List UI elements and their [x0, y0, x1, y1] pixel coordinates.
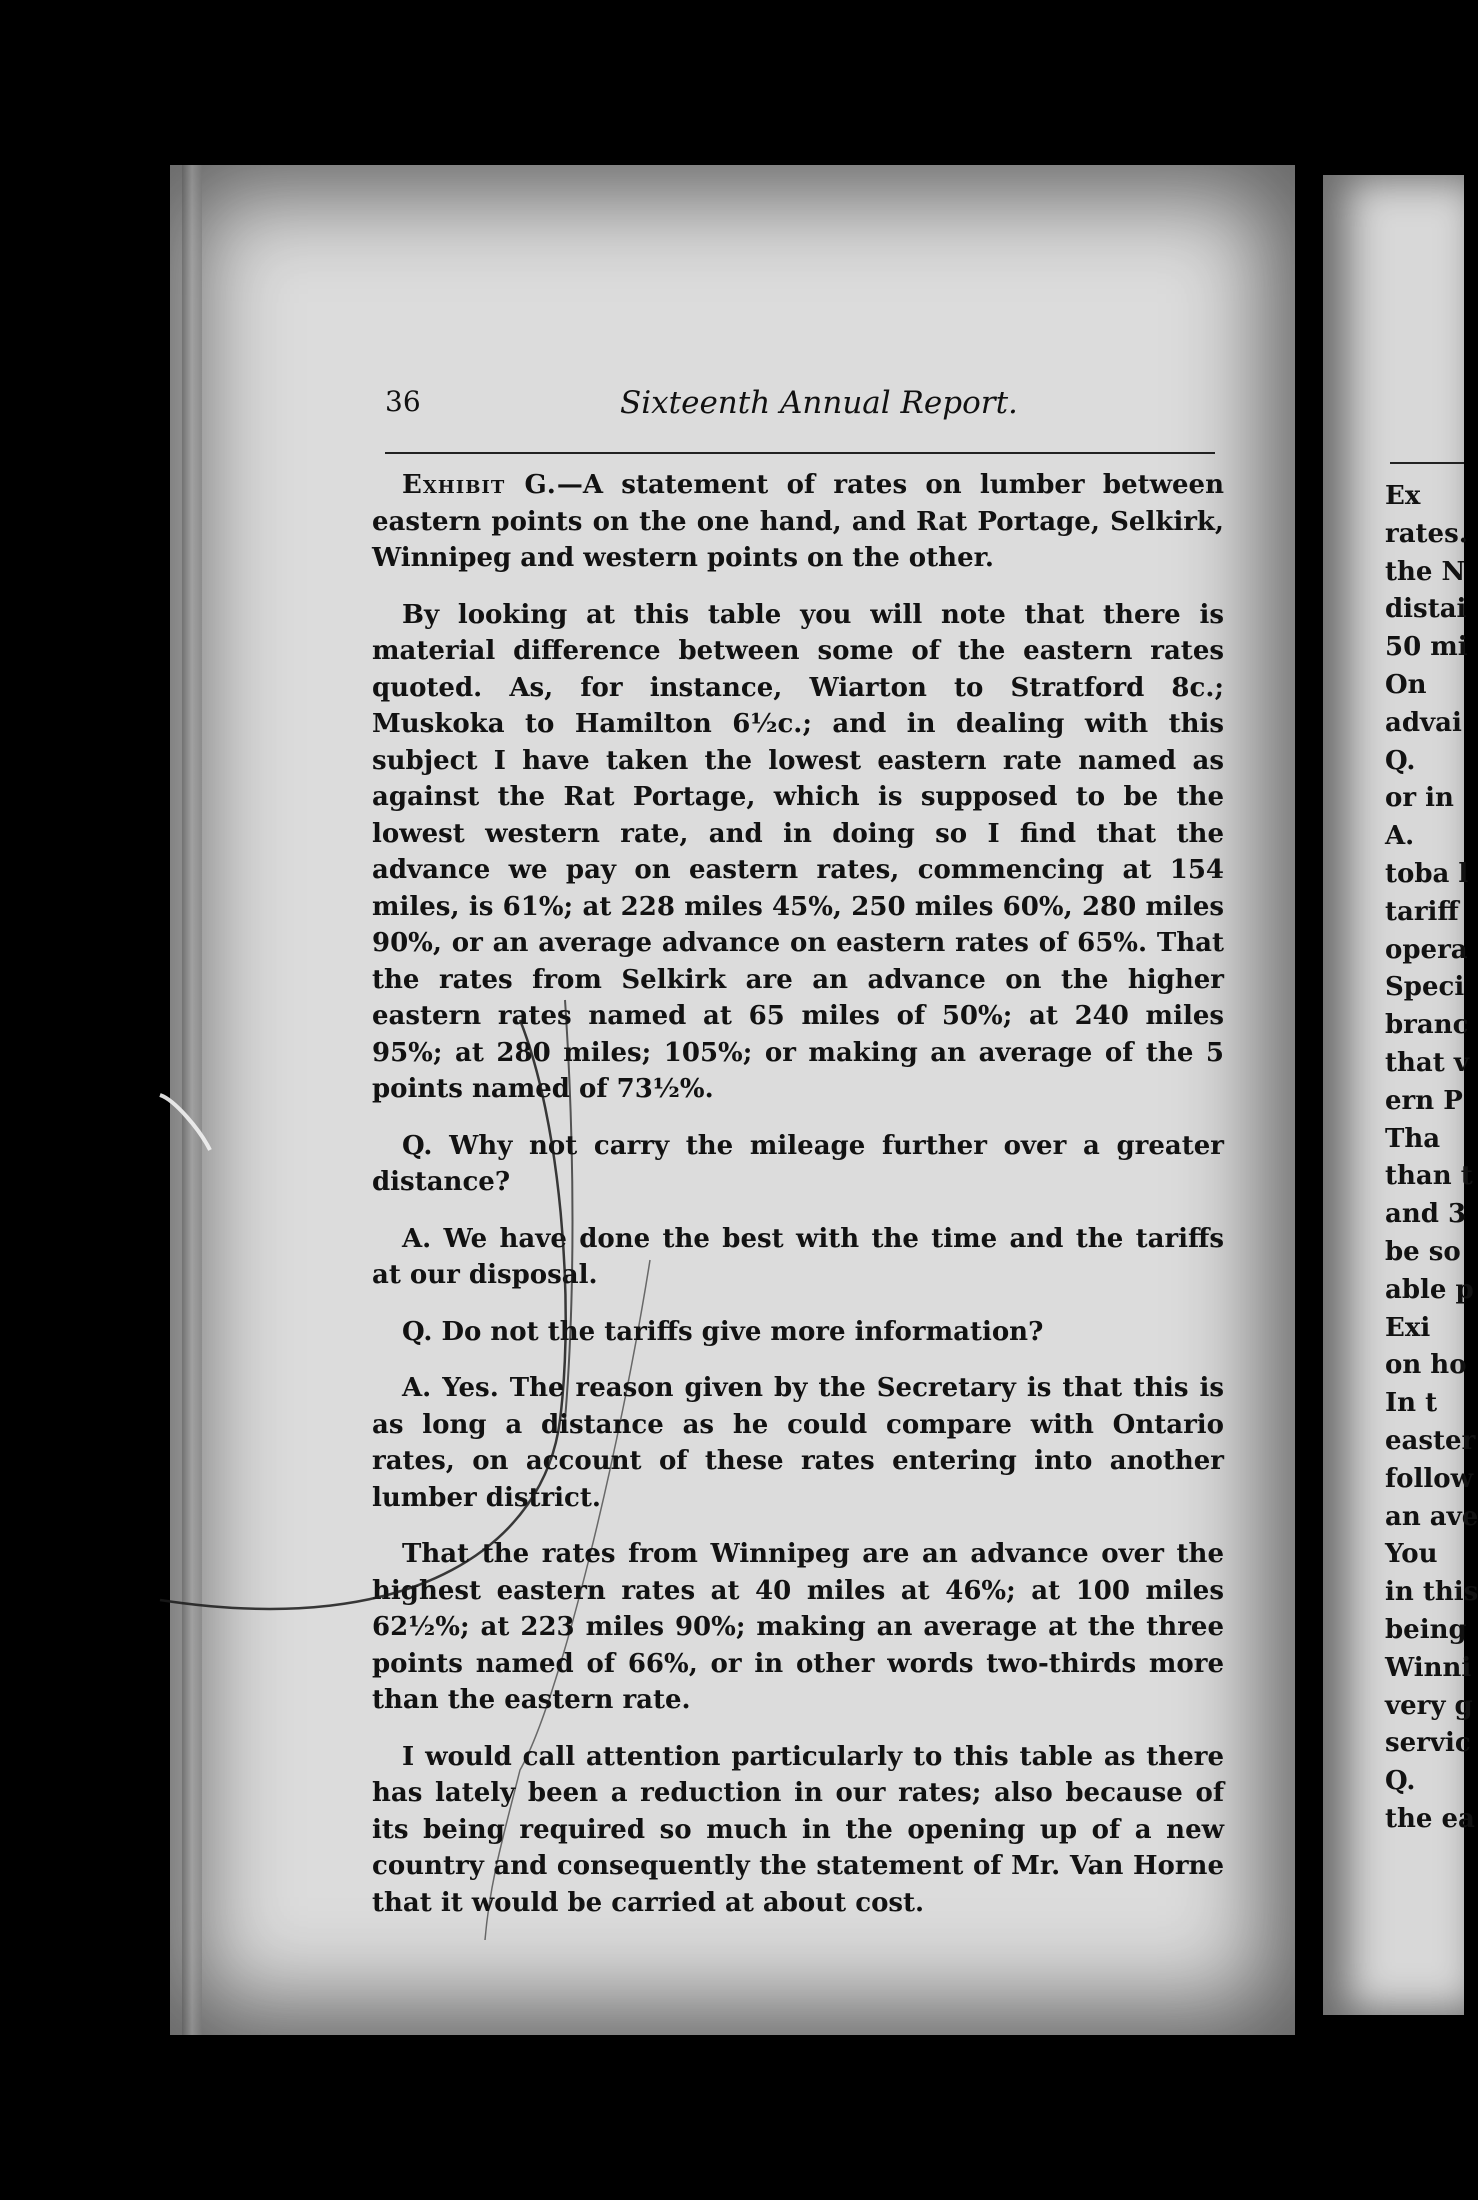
facing-page-line: follow: [1385, 1463, 1474, 1494]
facing-page-line: able p: [1385, 1274, 1474, 1305]
answer: A. Yes. The reason given by the Secretary is that this is as long a distance as he could compare with Ontario rates, on account of these rates entering into another lumber district.: [372, 1373, 1224, 1513]
paragraph: That the rates from Winnipeg are an advance over the highest eastern rates at 40 miles at 46%; at 100 miles 62½%; at 223 miles 90%; making an average at the three points named of 66%, or in other words two-thirds more than the eastern rate.: [372, 1539, 1224, 1715]
facing-page-line: In t: [1385, 1388, 1438, 1419]
facing-page-line: being: [1385, 1614, 1467, 1645]
facing-page-line: an ave: [1385, 1501, 1478, 1532]
facing-page-line: Exi: [1385, 1312, 1431, 1343]
facing-page-line: Q.: [1385, 1766, 1416, 1797]
facing-page-line: 50 mi: [1385, 632, 1468, 663]
facing-page-line: You: [1385, 1539, 1438, 1570]
page-number: 36: [385, 385, 421, 418]
facing-page-line: tariff: [1385, 896, 1459, 927]
facing-page-line: in this: [1385, 1577, 1478, 1608]
paragraph-text: —A statement of rates on lumber between eastern points on the one hand, and Rat Portage, Selkirk, Winnipeg and western points on the other.: [372, 470, 1224, 573]
facing-page-line: rates.: [1385, 518, 1468, 549]
facing-page-line: easter: [1385, 1425, 1476, 1456]
facing-page-line: advai: [1385, 707, 1462, 738]
facing-page-line: that v: [1385, 1047, 1469, 1078]
facing-page-line: opera: [1385, 934, 1468, 965]
paragraph: I would call attention particularly to this table as there has lately been a reduction in our rates; also because of its being required so much in the opening up of a new country and consequently the statement of Mr. Van Horne that it would be carried at about cost.: [372, 1741, 1224, 1918]
question: Q. Do not the tariffs give more information?: [402, 1316, 1044, 1347]
facing-page-line: ern P: [1385, 1085, 1463, 1116]
facing-page-line: on ho: [1385, 1350, 1467, 1381]
facing-page-line: distai: [1385, 594, 1467, 625]
facing-page-line: branc: [1385, 1010, 1469, 1041]
facing-page-line: or in: [1385, 783, 1454, 814]
facing-page-line: and 3: [1385, 1199, 1467, 1230]
paragraph: By looking at this table you will note that there is material difference between some of the eastern rates quoted. As, for instance, Wiarton to Stratford 8c.; Muskoka to Hamilton 6½c.; and in dealing with this subject I have taken the lowest eastern rate named as against the Rat Portage, which is supposed to be the lowest western rate, and in doing so I find that the advance we pay on eastern rates, commencing at 154 miles, is 61%; at 228 miles 45%, 250 miles 60%, 280 miles 90%, or an average advance on eastern rates of 65%. That the rates from Selkirk are an advance on the higher eastern rates named at 65 miles of 50%; at 240 miles 95%; at 280 miles; 105%; or making an average of the 5 points named of 73½%.: [372, 599, 1224, 1104]
question: Q. Why not carry the mileage further over a greater distance?: [372, 1130, 1224, 1197]
facing-page-line: toba l: [1385, 858, 1469, 889]
facing-page-line: Q.: [1385, 745, 1416, 776]
answer: A. We have done the best with the time and the tariffs at our disposal.: [372, 1223, 1224, 1290]
facing-page-line: servic: [1385, 1728, 1471, 1759]
exhibit-lead: Exhibit G.: [402, 470, 557, 500]
facing-page-line: Speci: [1385, 972, 1465, 1003]
facing-page-line: the ea: [1385, 1803, 1475, 1834]
facing-page-line: Winni: [1385, 1652, 1472, 1683]
facing-page-line: very g: [1385, 1690, 1473, 1721]
running-title: Sixteenth Annual Report.: [620, 385, 1018, 421]
facing-page-line: be so: [1385, 1236, 1461, 1267]
facing-page-line: Tha: [1385, 1123, 1441, 1154]
facing-page-line: A.: [1385, 821, 1415, 852]
facing-page-line: Ex: [1385, 481, 1421, 511]
facing-page-line: than t: [1385, 1161, 1473, 1192]
facing-page-line: On: [1385, 669, 1427, 700]
facing-page-line: the N: [1385, 556, 1466, 587]
